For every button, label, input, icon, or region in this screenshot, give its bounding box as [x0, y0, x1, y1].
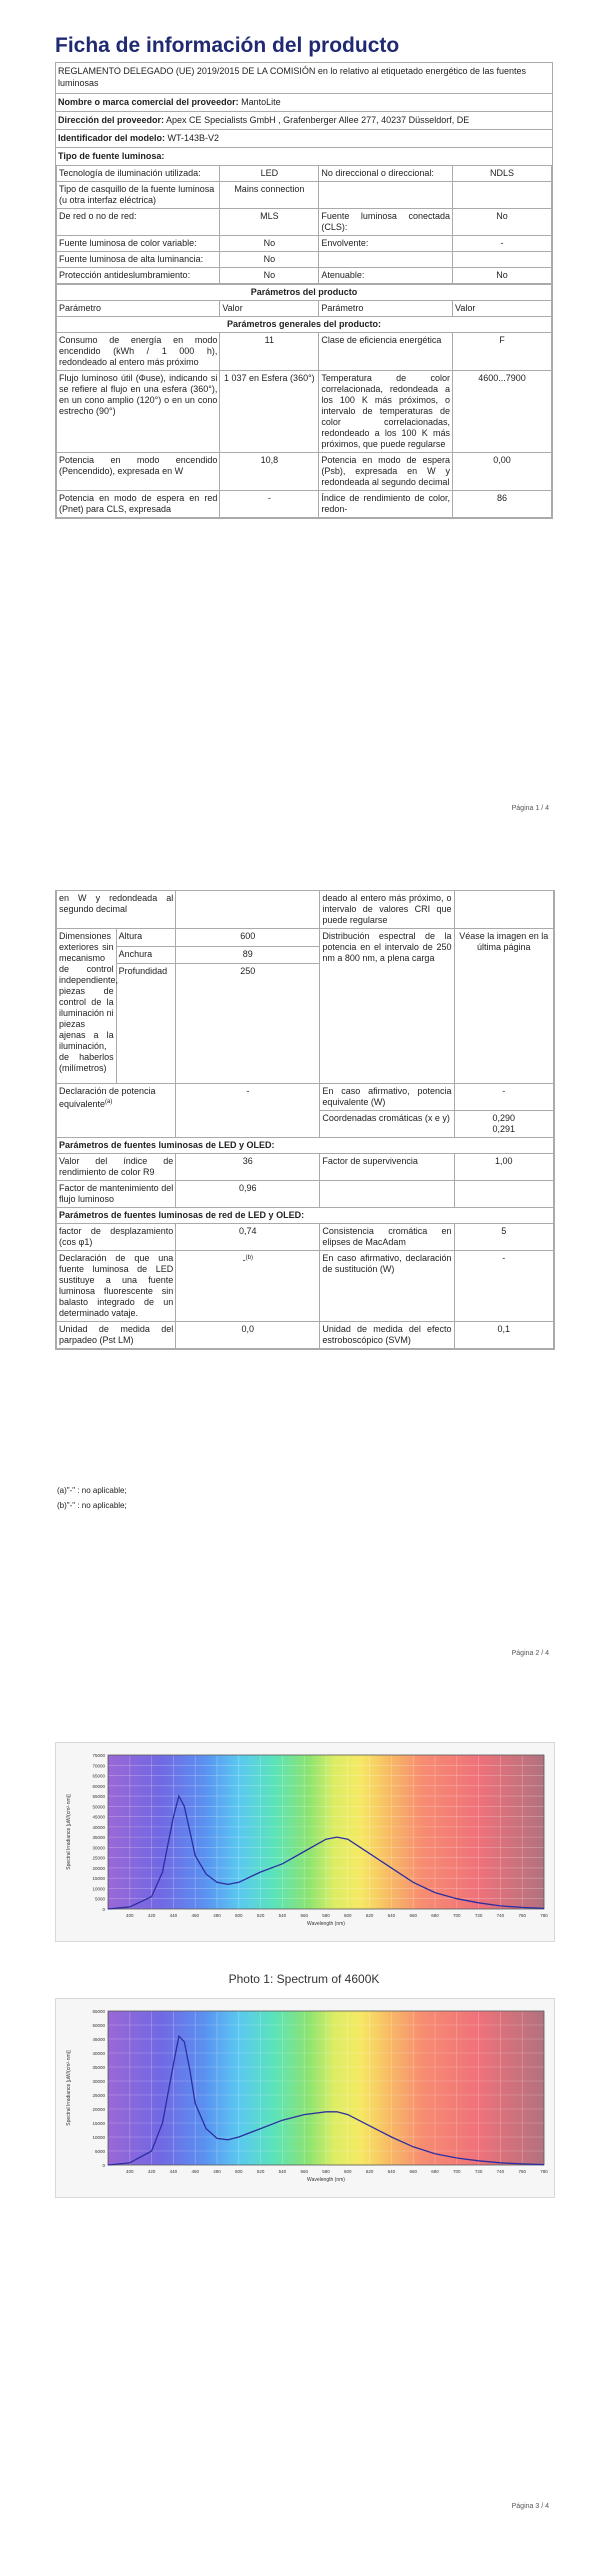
- led-param-row: [57, 1154, 554, 1181]
- y-tick-label: 65000: [92, 1773, 105, 1779]
- general-param-value-2: 0,00: [452, 453, 551, 491]
- mains-title: Parámetros de fuentes luminosas de red de LED y OLED:: [57, 1208, 554, 1224]
- x-tick-label: 520: [256, 1913, 265, 1918]
- general-param-row: [57, 333, 552, 371]
- led-param-value: 0,96: [176, 1181, 320, 1208]
- col-value-2: Valor: [452, 301, 551, 317]
- y-tick-label: 70000: [92, 1763, 105, 1769]
- equivalent-power-row: [57, 1084, 554, 1111]
- type-table-label: Fuente luminosa de color variable:: [57, 236, 220, 252]
- x-tick-label: 420: [147, 2169, 156, 2174]
- x-tick-label: 640: [387, 1913, 396, 1918]
- footnote-b: (b)"-" : no aplicable;: [57, 1501, 127, 1510]
- dim-value-depth: 250: [176, 964, 320, 1084]
- product-params-table: [56, 284, 552, 518]
- x-tick-label: 580: [322, 2169, 330, 2174]
- x-tick-label: 680: [431, 1913, 439, 1918]
- y-tick-label: 55000: [92, 1794, 105, 1800]
- y-tick-label: 25000: [92, 2093, 105, 2098]
- type-table-label-2: Fuente luminosa conectada (CLS):: [319, 209, 453, 236]
- x-tick-label: 620: [365, 1913, 374, 1918]
- address-value: Apex CE Specialists GmbH , Grafenberger Allee 277, 40237 Düsseldorf, DE: [166, 115, 470, 125]
- type-table-value: No: [220, 236, 319, 252]
- x-tick-label: 540: [278, 1913, 287, 1918]
- x-tick-label: 620: [365, 2169, 374, 2174]
- general-param-row: [57, 371, 552, 453]
- x-tick-label: 460: [191, 1913, 199, 1918]
- mains-param-value: 0,74: [176, 1224, 320, 1251]
- equivalent-power-value: -: [176, 1084, 320, 1138]
- address-row: [56, 112, 552, 130]
- x-tick-label: 500: [235, 1913, 243, 1918]
- mains-param-label: Unidad de medida del parpadeo (Pst LM): [57, 1322, 176, 1349]
- brand-value: MantoLite: [241, 97, 281, 107]
- y-tick-label: 15000: [92, 1876, 105, 1882]
- type-table-value: Mains connection: [220, 182, 319, 209]
- mains-param-label-2: Consistencia cromática en elipses de MacAdam: [320, 1224, 454, 1251]
- general-param-row: [57, 453, 552, 491]
- equivalent-power-yes-label: En caso afirmativo, potencia equivalente (W): [320, 1084, 454, 1111]
- page-1: [55, 34, 553, 519]
- product-params-title-row: [57, 285, 552, 301]
- type-label: Tipo de fuente luminosa:: [58, 151, 165, 161]
- y-tick-label: 50000: [92, 2023, 105, 2028]
- spectral-value: Véase la imagen en la última página: [454, 929, 553, 1084]
- x-tick-label: 600: [344, 2169, 352, 2174]
- equivalent-power-yes-value: -: [454, 1084, 553, 1111]
- led-param-label-2: Factor de supervivencia: [320, 1154, 454, 1181]
- dim-name-depth: Profundidad: [116, 964, 176, 1084]
- x-tick-label: 420: [147, 1913, 156, 1918]
- dim-name-width: Anchura: [116, 946, 176, 964]
- x-tick-label: 700: [453, 1913, 461, 1918]
- y-tick-label: 40000: [92, 1824, 105, 1830]
- chromaticity-value: 0,290 0,291: [454, 1111, 553, 1138]
- x-tick-label: 760: [518, 1913, 526, 1918]
- y-tick-label: 45000: [92, 2037, 105, 2042]
- y-axis-label: Spectral Irradiance [μW/(cm²·nm)]: [66, 2050, 72, 2126]
- x-tick-label: 640: [387, 2169, 396, 2174]
- address-label: Dirección del proveedor:: [58, 115, 165, 125]
- y-tick-label: 45000: [92, 1814, 105, 1820]
- dim-value-width: 89: [176, 946, 320, 964]
- col-value-1: Valor: [220, 301, 319, 317]
- mains-param-label: factor de desplazamiento (cos φ1): [57, 1224, 176, 1251]
- general-param-value: 1 037 en Esfera (360°): [220, 371, 319, 453]
- type-table-value: MLS: [220, 209, 319, 236]
- photo-caption: Photo 1: Spectrum of 4600K: [228, 1972, 380, 1986]
- dimensions-row: [57, 929, 554, 947]
- x-tick-label: 740: [496, 1913, 505, 1918]
- footnotes: [57, 1482, 127, 1512]
- type-table-row: [57, 166, 552, 182]
- led-param-label-2: [320, 1181, 454, 1208]
- x-tick-label: 700: [453, 2169, 461, 2174]
- x-tick-label: 400: [126, 2169, 134, 2174]
- x-tick-label: 660: [409, 2169, 417, 2174]
- y-tick-label: 0: [102, 2163, 105, 2168]
- type-table-row: [57, 182, 552, 209]
- type-table-row: [57, 236, 552, 252]
- regulation-text: REGLAMENTO DELEGADO (UE) 2019/2015 DE LA COMISIÓN en lo relativo al etiquetado energético de las fuentes luminosas: [56, 63, 552, 94]
- general-title-row: [57, 317, 552, 333]
- page-2: [55, 890, 555, 1350]
- general-param-label: Potencia en modo de espera en red (Pnet) para CLS, expresada: [57, 491, 220, 518]
- type-table-value: No: [220, 252, 319, 268]
- spectral-label: Distribución espectral de la potencia en el intervalo de 250 nm a 800 nm, a plena carga: [320, 929, 454, 1084]
- mains-param-label: Declaración de que una fuente luminosa de LED sustituye a una fuente luminosa fluorescente sin balasto integrado de un determinado vataje.: [57, 1251, 176, 1322]
- led-param-value-2: [454, 1181, 553, 1208]
- x-tick-label: 580: [322, 1913, 330, 1918]
- type-table-label-2: Envolvente:: [319, 236, 453, 252]
- y-tick-label: 10000: [92, 1886, 105, 1892]
- mains-param-row: [57, 1251, 554, 1322]
- brand-row: [56, 94, 552, 112]
- spectrum-chart-1-svg: [56, 1743, 554, 1941]
- type-header-row: [56, 148, 552, 165]
- product-params-title: Parámetros del producto: [57, 285, 552, 301]
- type-table-label: Tipo de casquillo de la fuente luminosa (u otra interfaz eléctrica): [57, 182, 220, 209]
- footnote-a: (a)"-" : no aplicable;: [57, 1486, 127, 1495]
- mains-param-row: [57, 1224, 554, 1251]
- type-table: [56, 165, 552, 284]
- continuation-label-2: deado al entero más próximo, o intervalo de valores CRI que puede regularse: [320, 891, 454, 929]
- x-tick-label: 740: [496, 2169, 505, 2174]
- dim-name-height: Altura: [116, 929, 176, 947]
- type-table-value-2: -: [452, 236, 551, 252]
- page-title: Ficha de información del producto: [55, 34, 400, 57]
- y-tick-label: 40000: [92, 2051, 105, 2056]
- y-tick-label: 10000: [92, 2135, 105, 2140]
- y-tick-label: 30000: [92, 1845, 105, 1851]
- x-tick-label: 680: [431, 2169, 439, 2174]
- x-tick-label: 460: [191, 2169, 199, 2174]
- led-title-row: [57, 1138, 554, 1154]
- spectrum-chart-1: [55, 1742, 555, 1942]
- y-axis-label: Spectral Irradiance [μW/(cm²·nm)]: [66, 1794, 72, 1870]
- page-number-2: Página 2 / 4: [511, 1650, 549, 1657]
- type-table-label-2: Atenuable:: [319, 268, 453, 284]
- general-param-value-2: 86: [452, 491, 551, 518]
- led-param-label: Valor del índice de rendimiento de color R9: [57, 1154, 176, 1181]
- mains-param-value-2: -: [454, 1251, 553, 1322]
- column-header-row: [57, 301, 552, 317]
- y-tick-label: 55000: [92, 2009, 105, 2014]
- type-table-label: De red o no de red:: [57, 209, 220, 236]
- model-label: Identificador del modelo:: [58, 133, 166, 143]
- type-table-label-2: [319, 252, 453, 268]
- type-table-row: [57, 252, 552, 268]
- x-tick-label: 400: [126, 1913, 134, 1918]
- y-tick-label: 35000: [92, 1835, 105, 1841]
- model-value: WT-143B-V2: [167, 133, 220, 143]
- type-table-value-2: [452, 252, 551, 268]
- mains-param-label-2: En caso afirmativo, declaración de sustitución (W): [320, 1251, 454, 1322]
- y-tick-label: 30000: [92, 2079, 105, 2084]
- x-tick-label: 600: [344, 1913, 352, 1918]
- type-table-row: [57, 209, 552, 236]
- x-tick-label: 760: [518, 2169, 526, 2174]
- continuation-table: [56, 890, 554, 1349]
- x-tick-label: 440: [169, 1913, 178, 1918]
- x-tick-label: 720: [474, 1913, 483, 1918]
- spectrum-chart-2-svg: [56, 1999, 554, 2197]
- mains-param-row: [57, 1322, 554, 1349]
- x-tick-label: 720: [474, 2169, 483, 2174]
- type-table-value-2: No: [452, 268, 551, 284]
- y-tick-label: 15000: [92, 2121, 105, 2126]
- col-param-1: Parámetro: [57, 301, 220, 317]
- page-number-3: Página 3 / 4: [511, 2503, 549, 2510]
- chromaticity-label: Coordenadas cromáticas (x e y): [320, 1111, 454, 1138]
- y-tick-label: 75000: [92, 1753, 105, 1758]
- type-table-value: LED: [220, 166, 319, 182]
- type-table-label: Protección antideslumbramiento:: [57, 268, 220, 284]
- x-axis-label: Wavelength (nm): [307, 1921, 345, 1927]
- general-param-label-2: Clase de eficiencia energética: [319, 333, 453, 371]
- type-table-label-2: [319, 182, 453, 209]
- general-param-label-2: Potencia en modo de espera (Psb), expresada en W y redondeada al segundo decimal: [319, 453, 453, 491]
- x-tick-label: 480: [213, 2169, 221, 2174]
- type-table-label-2: No direccional o direccional:: [319, 166, 453, 182]
- dim-value-height: 600: [176, 929, 320, 947]
- x-axis-label: Wavelength (nm): [307, 2177, 345, 2183]
- general-title: Parámetros generales del producto:: [57, 317, 552, 333]
- led-title: Parámetros de fuentes luminosas de LED y OLED:: [57, 1138, 554, 1154]
- general-param-value-2: F: [452, 333, 551, 371]
- general-param-label: Flujo luminoso útil (Φuse), indicando si se refiere al flujo en una esfera (360°), en un cono amplio (120°) o en un cono estrecho (90°): [57, 371, 220, 453]
- y-tick-label: 5000: [94, 1896, 105, 1902]
- type-table-value: No: [220, 268, 319, 284]
- general-param-value-2: 4600...7900: [452, 371, 551, 453]
- type-table-value-2: NDLS: [452, 166, 551, 182]
- continuation-row: [57, 891, 554, 929]
- mains-param-label-2: Unidad de medida del efecto estroboscópico (SVM): [320, 1322, 454, 1349]
- type-table-row: [57, 268, 552, 284]
- header-block: [55, 62, 553, 519]
- general-param-label: Potencia en modo encendido (Pencendido), expresada en W: [57, 453, 220, 491]
- x-tick-label: 500: [235, 2169, 243, 2174]
- x-tick-label: 540: [278, 2169, 287, 2174]
- general-param-label: Consumo de energía en modo encendido (kWh / 1 000 h), redondeado al entero más próximo: [57, 333, 220, 371]
- continuation-label-1: en W y redondeada al segundo decimal: [57, 891, 176, 929]
- mains-param-value: 0,0: [176, 1322, 320, 1349]
- general-param-label-2: Temperatura de color correlacionada, redondeada a los 100 K más próximos, o intervalo de temperaturas de color correlacionadas, redondeado a los 100 K más próximos, que puede regularse: [319, 371, 453, 453]
- y-tick-label: 35000: [92, 2065, 105, 2070]
- type-table-value-2: [452, 182, 551, 209]
- general-param-value: -: [220, 491, 319, 518]
- type-table-label: Fuente luminosa de alta luminancia:: [57, 252, 220, 268]
- spectrum-chart-2: [55, 1998, 555, 2198]
- type-table-value-2: No: [452, 209, 551, 236]
- x-tick-label: 440: [169, 2169, 178, 2174]
- y-tick-label: 50000: [92, 1804, 105, 1810]
- col-param-2: Parámetro: [319, 301, 453, 317]
- equivalent-power-label: Declaración de potencia equivalente$^{(a)}$: [57, 1084, 176, 1138]
- x-tick-label: 560: [300, 2169, 308, 2174]
- page-number-1: Página 1 / 4: [511, 805, 549, 812]
- y-tick-label: 5000: [94, 2149, 105, 2154]
- general-param-label-2: Índice de rendimiento de color, redon-: [319, 491, 453, 518]
- y-tick-label: 25000: [92, 1855, 105, 1861]
- y-tick-label: 0: [102, 1907, 105, 1912]
- led-param-label: Factor de mantenimiento del flujo luminoso: [57, 1181, 176, 1208]
- y-tick-label: 20000: [92, 2107, 105, 2112]
- x-tick-label: 480: [213, 1913, 221, 1918]
- model-row: [56, 130, 552, 148]
- y-tick-label: 60000: [92, 1783, 105, 1789]
- mains-param-value: -$^{(b)}$: [176, 1251, 320, 1322]
- x-tick-label: 660: [409, 1913, 417, 1918]
- y-tick-label: 20000: [92, 1865, 105, 1871]
- mains-title-row: [57, 1208, 554, 1224]
- brand-label: Nombre o marca comercial del proveedor:: [58, 97, 239, 107]
- dimensions-label: Dimensiones exteriores sin mecanismo de control independiente, piezas de control de la iluminación ni piezas ajenas a la iluminación, de haberlos (milímetros): [57, 929, 117, 1084]
- x-tick-label: 780: [540, 1913, 548, 1918]
- type-table-label: Tecnología de iluminación utilizada:: [57, 166, 220, 182]
- x-tick-label: 780: [540, 2169, 548, 2174]
- general-param-row: [57, 491, 552, 518]
- x-tick-label: 560: [300, 1913, 308, 1918]
- general-param-value: 11: [220, 333, 319, 371]
- general-param-value: 10,8: [220, 453, 319, 491]
- mains-param-value-2: 0,1: [454, 1322, 553, 1349]
- x-tick-label: 520: [256, 2169, 265, 2174]
- led-param-row: [57, 1181, 554, 1208]
- led-param-value: 36: [176, 1154, 320, 1181]
- led-param-value-2: 1,00: [454, 1154, 553, 1181]
- mains-param-value-2: 5: [454, 1224, 553, 1251]
